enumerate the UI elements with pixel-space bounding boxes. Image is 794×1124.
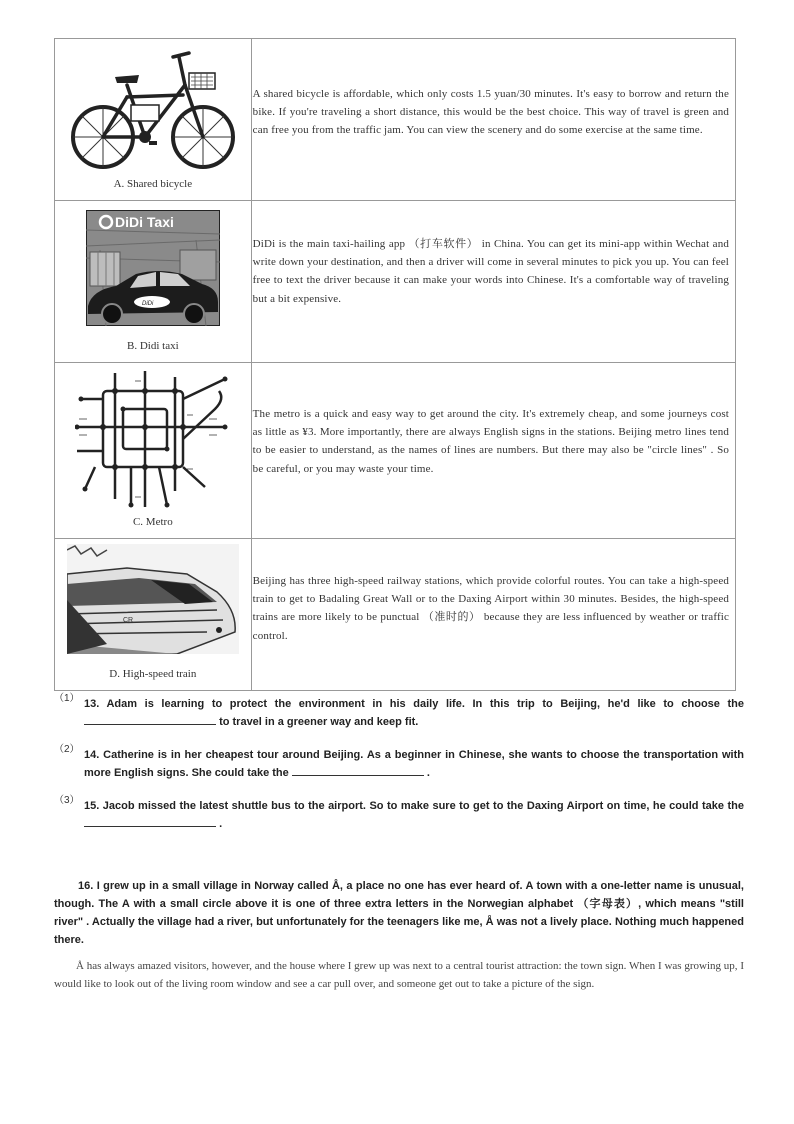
passage-paragraph-2: Å has always amazed visitors, however, and the house where I grew up was next to a central tourist attraction: the town sign. When I was growing up, I would like to look out of the living room window and see a car pull over, and someone get out to take a picture of the sign.: [54, 960, 744, 990]
table-row: [55, 39, 736, 201]
table-row: [55, 201, 736, 363]
description-cell: [251, 539, 735, 691]
image-caption: A. Shared bicycle: [113, 178, 193, 190]
image-caption: D. High-speed train: [109, 668, 197, 680]
description-cell: [251, 363, 735, 539]
transportation-table: [54, 38, 736, 691]
metro-map: [75, 369, 235, 509]
svg-text:DiDi: DiDi: [142, 301, 154, 307]
image-cell: [55, 201, 252, 363]
question-text: 15. Jacob missed the latest shuttle bus to the airport. So to make sure to get to the Daxing Airport on time, he could take the: [84, 800, 744, 812]
question-15: [54, 797, 744, 833]
taxi-photo: [86, 210, 220, 326]
table-row: [55, 539, 736, 691]
question-marker: （2）: [54, 744, 80, 755]
image-caption: C. Metro: [132, 516, 173, 528]
question-text-end: to travel in a greener way and keep fit.: [219, 716, 419, 728]
description-text: A shared bicycle is affordable, which only costs 1.5 yuan/30 minutes. It's easy to borrow and return the bike. If you're traveling a short distance, this would be the best choice. This way of travel is green and can free you from the traffic jam. You can view the scenery and do some exercise at the same time.: [252, 88, 729, 137]
question-text-end: .: [426, 767, 430, 779]
question-text-end: .: [219, 818, 223, 830]
question-marker: （3）: [54, 795, 80, 806]
question-marker: （1）: [54, 693, 80, 704]
table-row: [55, 363, 736, 539]
description-text: Beijing has three high-speed railway stations, which provide colorful routes. You can take a high-speed train to get to Badaling Great Wall or to the Daxing Airport within 30 minutes. Besides, the high-speed trains are more likely to be punctual （准时的） because they are less influenced by weather or traffic control.: [252, 575, 729, 642]
svg-text:CR: CR: [123, 617, 134, 624]
train-photo: [67, 544, 239, 654]
passage-paragraph-1: 16. I grew up in a small village in Norway called Å, a place no one has ever heard of. A town with a one-letter name is unusual, though. The A with a small circle above it is one of three extra letters in the Norwegian alphabet （字母表）, which means "still river" . Actually the village had a river, but unfortunately for the teenagers like me, Å was not a lively place. Nothing much happened there.: [54, 880, 744, 946]
question-text: 14. Catherine is in her cheapest tour around Beijing. As a beginner in Chinese, she wants to choose the transportation with more English signs. She could take the: [84, 749, 744, 779]
question-14: [54, 746, 744, 782]
taxi-sign-text: DiDi Taxi: [115, 214, 174, 230]
description-cell: [251, 39, 735, 201]
question-13: [54, 695, 744, 731]
description-text: DiDi is the main taxi-hailing app （打车软件） in China. You can get its mini-app within Wechat and write down your destination, and then a driver will come in several minutes to pick you up. You can feel free to text the driver because it can make your words into Chinese. It's a comfortable way of traveling but a bit expensive.: [252, 238, 729, 305]
answer-blank[interactable]: [84, 815, 216, 827]
answer-blank[interactable]: [84, 713, 216, 725]
bicycle-illustration: [65, 45, 245, 175]
description-text: The metro is a quick and easy way to get around the city. It's extremely cheap, and some journeys cost as little as ¥3. More importantly, there are always English signs in the stations. Beijing metro lines tend to be easier to understand, as the names of lines are numbers. But there may also be "circle lines" . So be careful, or you may waste your time.: [252, 408, 729, 475]
answer-blank[interactable]: [292, 764, 424, 776]
description-cell: [251, 201, 735, 363]
question-text: 13. Adam is learning to protect the environment in his daily life. In this trip to Beijing, he'd like to choose the: [84, 698, 744, 710]
image-cell: [55, 539, 252, 691]
image-cell: [55, 39, 252, 201]
image-caption: B. Didi taxi: [127, 340, 179, 352]
image-cell: [55, 363, 252, 539]
